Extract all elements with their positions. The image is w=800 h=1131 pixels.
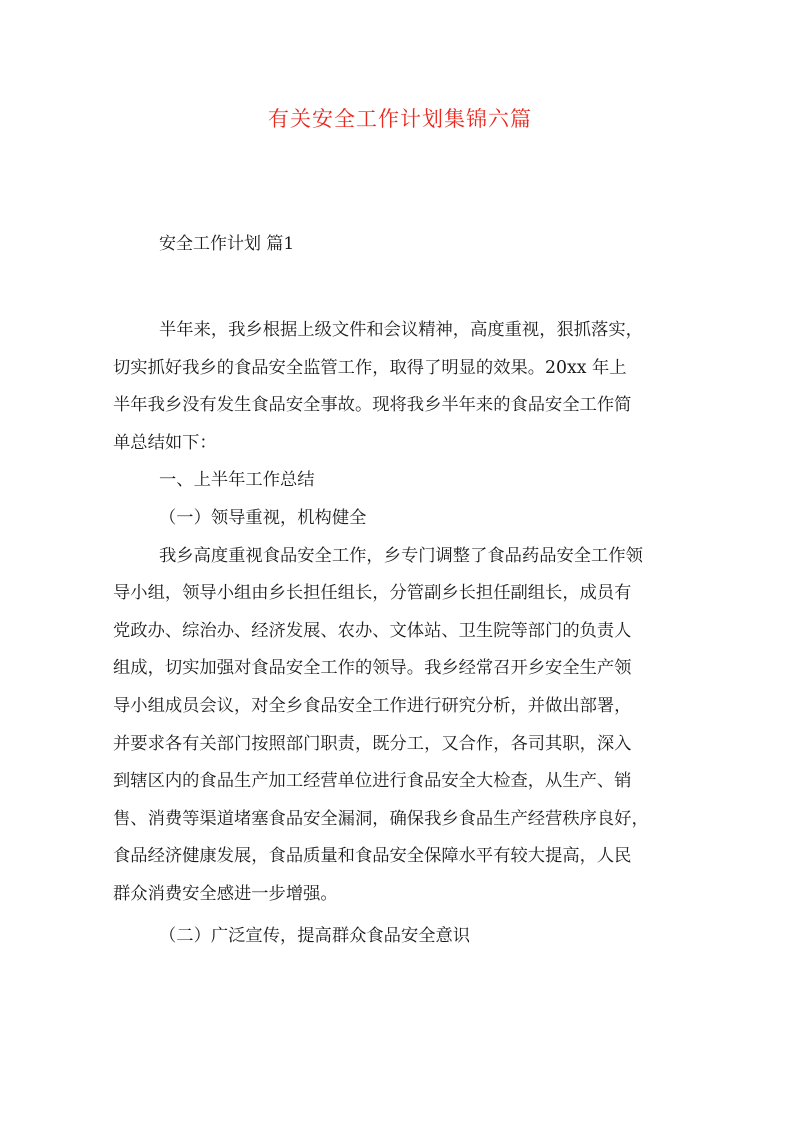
paragraph-1-line: 半年我乡没有发生食品安全事故。现将我乡半年来的食品安全工作简 <box>113 395 632 416</box>
document-title: 有关安全工作计划集锦六篇 <box>268 107 532 131</box>
subheading-1: （一）领导重视，机构健全 <box>159 507 367 528</box>
paragraph-2-line: 导小组成员会议，对全乡食品安全工作进行研究分析，并做出部署， <box>113 695 632 716</box>
paragraph-2-line: 党政办、综治办、经济发展、农办、文体站、卫生院等部门的负责人 <box>113 620 632 641</box>
paragraph-1-line: 单总结如下： <box>113 432 217 453</box>
paragraph-2-line: 我乡高度重视食品安全工作，乡专门调整了食品药品安全工作领 <box>159 545 643 566</box>
paragraph-2-line: 导小组，领导小组由乡长担任组长，分管副乡长担任副组长，成员有 <box>113 583 632 604</box>
paragraph-1-line: 切实抓好我乡的食品安全监管工作，取得了明显的效果。20xx 年上 <box>113 357 627 378</box>
subheading-2: （二）广泛宣传，提高群众食品安全意识 <box>159 925 471 946</box>
paragraph-2-line: 到辖区内的食品生产加工经营单位进行食品安全大检查，从生产、销 <box>113 771 632 792</box>
heading-1: 一、上半年工作总结 <box>159 470 315 491</box>
paragraph-2-line: 售、消费等渠道堵塞食品安全漏洞，确保我乡食品生产经营秩序良好， <box>113 808 649 829</box>
paragraph-2-line: 并要求各有关部门按照部门职责，既分工，又合作，各司其职，深入 <box>113 733 632 754</box>
section-heading: 安全工作计划 篇1 <box>159 234 295 254</box>
paragraph-2-line: 群众消费安全感进一步增强。 <box>113 883 338 904</box>
document-body <box>113 312 693 955</box>
paragraph-2-line: 食品经济健康发展，食品质量和食品安全保障水平有较大提高，人民 <box>113 846 632 867</box>
paragraph-1-line: 半年来，我乡根据上级文件和会议精神，高度重视，狠抓落实， <box>159 320 643 340</box>
paragraph-2-line: 组成，切实加强对食品安全工作的领导。我乡经常召开乡安全生产领 <box>113 658 632 679</box>
